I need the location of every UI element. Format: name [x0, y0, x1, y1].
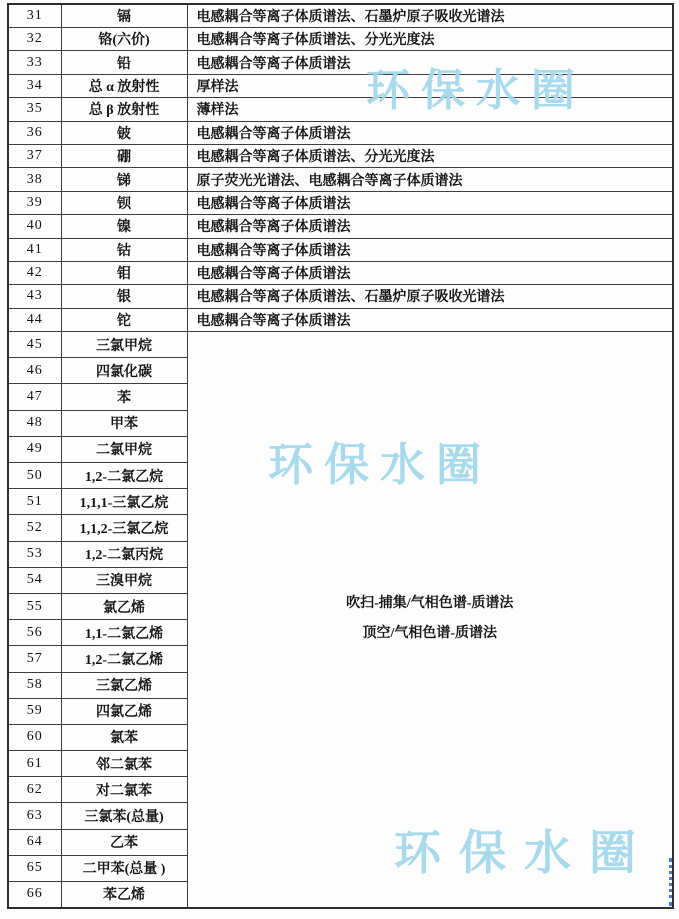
- substance-name-cell: 二甲苯(总量 ): [61, 855, 187, 881]
- substance-name-cell: 1,2-二氯乙烯: [61, 646, 187, 672]
- merged-method-cell: [187, 332, 673, 908]
- row-number-cell: 50: [8, 463, 61, 489]
- watermark-top: 环保水圈: [366, 65, 586, 116]
- substance-name-cell: 1,1,1-三氯乙烷: [61, 489, 187, 515]
- table-row: [8, 74, 673, 97]
- edge-dotted-mark: [669, 858, 672, 906]
- substance-name-cell: 锑: [61, 168, 187, 191]
- table-row: [8, 332, 673, 358]
- watermark-bottom: 环保水圈: [394, 826, 654, 881]
- table-row: [8, 51, 673, 74]
- method-cell: 电感耦合等离子体质谱法、分光光度法: [187, 28, 673, 51]
- row-number-cell: 49: [8, 436, 61, 462]
- substance-name-cell: 镍: [61, 215, 187, 238]
- substance-name-cell: 苯: [61, 384, 187, 410]
- row-number-cell: 31: [8, 4, 61, 28]
- substance-name-cell: 乙苯: [61, 829, 187, 855]
- row-number-cell: 38: [8, 168, 61, 191]
- row-number-cell: 59: [8, 698, 61, 724]
- table-body: [8, 4, 673, 908]
- substance-name-cell: 钼: [61, 261, 187, 284]
- row-number-cell: 35: [8, 98, 61, 121]
- method-cell: 电感耦合等离子体质谱法、石墨炉原子吸收光谱法: [187, 285, 673, 308]
- substance-name-cell: 总 β 放射性: [61, 98, 187, 121]
- substance-name-cell: 三氯乙烯: [61, 672, 187, 698]
- method-cell: 电感耦合等离子体质谱法、石墨炉原子吸收光谱法: [187, 4, 673, 28]
- method-cell: 厚样法: [187, 74, 673, 97]
- merged-method-line: 顶空/气相色谱-质谱法: [362, 626, 498, 642]
- row-number-cell: 58: [8, 672, 61, 698]
- row-number-cell: 43: [8, 285, 61, 308]
- substance-name-cell: 铅: [61, 51, 187, 74]
- substance-name-cell: 铍: [61, 121, 187, 144]
- row-number-cell: 32: [8, 28, 61, 51]
- row-number-cell: 64: [8, 829, 61, 855]
- method-cell: 原子荧光光谱法、电感耦合等离子体质谱法: [187, 168, 673, 191]
- row-number-cell: 53: [8, 541, 61, 567]
- method-cell: 电感耦合等离子体质谱法: [187, 261, 673, 284]
- watermark-middle: 环保水圈: [268, 438, 493, 491]
- method-cell: 电感耦合等离子体质谱法: [187, 215, 673, 238]
- table-row: [8, 121, 673, 144]
- method-cell: 电感耦合等离子体质谱法: [187, 308, 673, 331]
- substance-name-cell: 铬(六价): [61, 28, 187, 51]
- table-row: [8, 308, 673, 331]
- row-number-cell: 65: [8, 855, 61, 881]
- methods-table: [7, 3, 674, 909]
- row-number-cell: 48: [8, 410, 61, 436]
- method-cell: 薄样法: [187, 98, 673, 121]
- row-number-cell: 63: [8, 803, 61, 829]
- row-number-cell: 62: [8, 777, 61, 803]
- method-cell: 电感耦合等离子体质谱法、分光光度法: [187, 144, 673, 167]
- substance-name-cell: 邻二氯苯: [61, 751, 187, 777]
- row-number-cell: 33: [8, 51, 61, 74]
- substance-name-cell: 三氯苯(总量): [61, 803, 187, 829]
- method-cell: 电感耦合等离子体质谱法: [187, 191, 673, 214]
- row-number-cell: 37: [8, 144, 61, 167]
- row-number-cell: 45: [8, 332, 61, 358]
- substance-name-cell: 苯乙烯: [61, 882, 187, 908]
- method-cell: 电感耦合等离子体质谱法: [187, 51, 673, 74]
- row-number-cell: 40: [8, 215, 61, 238]
- substance-name-cell: 四氯化碳: [61, 358, 187, 384]
- row-number-cell: 66: [8, 882, 61, 908]
- row-number-cell: 52: [8, 515, 61, 541]
- row-number-cell: 46: [8, 358, 61, 384]
- substance-name-cell: 氯乙烯: [61, 593, 187, 619]
- table-row: [8, 144, 673, 167]
- method-cell: 电感耦合等离子体质谱法: [187, 121, 673, 144]
- substance-name-cell: 钴: [61, 238, 187, 261]
- table-row: [8, 4, 673, 28]
- substance-name-cell: 银: [61, 285, 187, 308]
- table-row: [8, 168, 673, 191]
- table-row: [8, 28, 673, 51]
- row-number-cell: 60: [8, 724, 61, 750]
- table-row: [8, 285, 673, 308]
- substance-name-cell: 1,2-二氯丙烷: [61, 541, 187, 567]
- row-number-cell: 54: [8, 567, 61, 593]
- substance-name-cell: 钡: [61, 191, 187, 214]
- substance-name-cell: 1,2-二氯乙烷: [61, 463, 187, 489]
- substance-name-cell: 三氯甲烷: [61, 332, 187, 358]
- row-number-cell: 36: [8, 121, 61, 144]
- table-row: [8, 98, 673, 121]
- row-number-cell: 39: [8, 191, 61, 214]
- substance-name-cell: 甲苯: [61, 410, 187, 436]
- substance-name-cell: 氯苯: [61, 724, 187, 750]
- row-number-cell: 57: [8, 646, 61, 672]
- substance-name-cell: 1,1-二氯乙烯: [61, 620, 187, 646]
- substance-name-cell: 铊: [61, 308, 187, 331]
- row-number-cell: 61: [8, 751, 61, 777]
- substance-name-cell: 镉: [61, 4, 187, 28]
- substance-name-cell: 二氯甲烷: [61, 436, 187, 462]
- row-number-cell: 41: [8, 238, 61, 261]
- row-number-cell: 55: [8, 593, 61, 619]
- method-cell: 电感耦合等离子体质谱法: [187, 238, 673, 261]
- substance-name-cell: 四氯乙烯: [61, 698, 187, 724]
- table-row: [8, 261, 673, 284]
- substance-name-cell: 总 α 放射性: [61, 74, 187, 97]
- row-number-cell: 51: [8, 489, 61, 515]
- table-row: [8, 238, 673, 261]
- row-number-cell: 42: [8, 261, 61, 284]
- substance-name-cell: 硼: [61, 144, 187, 167]
- table-row: [8, 191, 673, 214]
- row-number-cell: 34: [8, 74, 61, 97]
- substance-name-cell: 三溴甲烷: [61, 567, 187, 593]
- substance-name-cell: 对二氯苯: [61, 777, 187, 803]
- table-row: [8, 215, 673, 238]
- row-number-cell: 56: [8, 620, 61, 646]
- row-number-cell: 44: [8, 308, 61, 331]
- substance-name-cell: 1,1,2-三氯乙烷: [61, 515, 187, 541]
- row-number-cell: 47: [8, 384, 61, 410]
- merged-method-line: 吹扫-捕集/气相色谱-质谱法: [346, 596, 514, 612]
